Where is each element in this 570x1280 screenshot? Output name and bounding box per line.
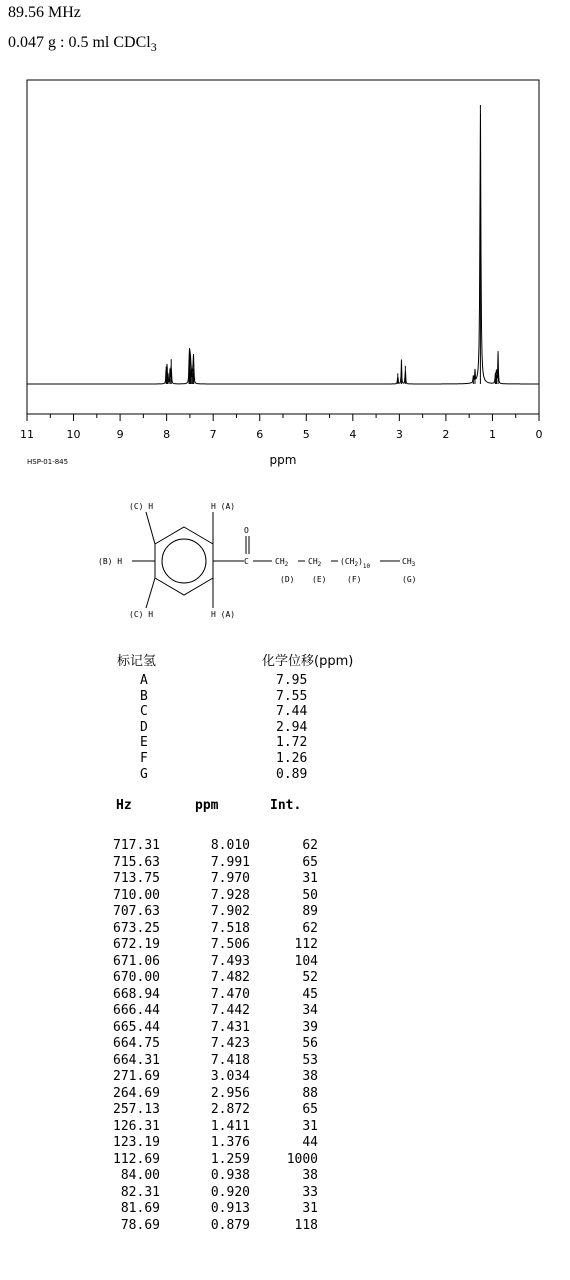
peak-hz: 713.75 [113, 871, 160, 886]
peak-row [0, 1086, 570, 1102]
peak-hz: 78.69 [120, 1217, 160, 1233]
label-pos-e: (E) [312, 575, 327, 584]
ring-hexagon [155, 527, 213, 595]
assignment-label: A [140, 673, 148, 688]
label-oxygen: O [244, 526, 249, 535]
peak-header-int: Int. [270, 798, 302, 813]
peak-hz: 673.25 [113, 920, 160, 936]
bond-ring-hc-bot [146, 578, 155, 608]
x-tick-label: 6 [256, 428, 264, 441]
peak-ppm: 7.518 [210, 920, 250, 936]
peak-ppm: 0.920 [210, 1184, 250, 1200]
peak-int: 112 [294, 937, 318, 952]
peak-ppm: 7.902 [210, 904, 250, 919]
assignment-header-shift: 化学位移(ppm) [262, 654, 354, 669]
peak-ppm: 7.442 [210, 1003, 250, 1018]
peak-hz: 717.31 [113, 838, 160, 853]
peak-row [0, 1102, 570, 1118]
peak-int: 44 [302, 1135, 318, 1150]
label-hb: (B) H [98, 557, 123, 566]
peak-ppm: 7.423 [210, 1036, 250, 1051]
peak-int: 104 [294, 953, 318, 969]
peak-row [0, 970, 570, 986]
x-tick-label: 10 [66, 428, 81, 441]
x-tick-label: 7 [209, 428, 217, 441]
peak-row [0, 937, 570, 953]
peak-int: 34 [302, 1003, 318, 1018]
assignment-shift: 7.55 [276, 688, 308, 704]
assignment-label: B [140, 688, 148, 704]
peak-hz: 668.94 [113, 986, 160, 1002]
assignment-shift: 1.26 [276, 751, 308, 766]
x-tick-label: 11 [20, 428, 34, 441]
benzene-ring [155, 527, 213, 595]
peak-hz: 670.00 [113, 970, 160, 985]
peak-int: 38 [302, 1069, 318, 1084]
peak-int: 31 [302, 1201, 318, 1216]
assignment-header-label: 标记氢 [117, 654, 157, 669]
peak-header-ppm: ppm [195, 798, 219, 813]
assignment-shift: 7.44 [276, 704, 308, 720]
bond-ring-hc-top [146, 512, 155, 544]
peak-hz: 672.19 [113, 937, 160, 952]
peak-row [0, 888, 570, 904]
label-hc-top: (C) H [129, 502, 154, 511]
peak-row [0, 871, 570, 887]
label-ha-bot: H (A) [211, 610, 236, 619]
peak-row [0, 954, 570, 970]
assignment-shift: 0.89 [276, 766, 308, 782]
x-tick-label: 4 [349, 428, 357, 441]
peak-int: 56 [302, 1036, 318, 1051]
peak-hz: 126.31 [113, 1118, 160, 1134]
peak-int: 65 [302, 854, 318, 870]
peak-hz: 664.75 [113, 1036, 160, 1051]
peak-ppm: 7.506 [210, 937, 250, 952]
peak-ppm: 0.938 [210, 1168, 250, 1183]
peak-int: 62 [302, 838, 318, 853]
peak-row [0, 1003, 570, 1019]
assignment-label: E [140, 735, 148, 751]
peak-hz: 123.19 [113, 1135, 160, 1150]
spectrometer-frequency: 89.56 MHz [8, 4, 81, 21]
label-pos-g: (G) [402, 575, 417, 584]
label-carbonyl-carbon: C [244, 557, 249, 566]
assignment-shift: 1.72 [276, 735, 308, 751]
peak-int: 38 [302, 1168, 318, 1183]
x-tick-label: 1 [488, 428, 496, 441]
peak-hz: 112.69 [113, 1151, 160, 1167]
peak-ppm: 8.010 [210, 838, 250, 853]
x-tick-label: 0 [535, 428, 543, 441]
peak-row [0, 1069, 570, 1085]
peak-row [0, 855, 570, 871]
peak-row [0, 1135, 570, 1151]
peak-row [0, 1201, 570, 1217]
peak-hz: 271.69 [113, 1069, 160, 1084]
peak-ppm: 0.913 [210, 1201, 250, 1216]
peak-hz: 81.69 [120, 1201, 160, 1216]
peak-int: 65 [302, 1102, 318, 1117]
peak-row [0, 1020, 570, 1036]
peak-ppm: 7.482 [210, 970, 250, 985]
assignment-label: F [140, 751, 148, 766]
peak-hz: 664.31 [113, 1052, 160, 1068]
peak-row [0, 1119, 570, 1135]
peak-ppm: 0.879 [210, 1217, 250, 1233]
peak-int: 45 [302, 986, 318, 1002]
peak-row [0, 987, 570, 1003]
peak-hz: 671.06 [113, 953, 160, 969]
peak-ppm: 3.034 [210, 1069, 250, 1084]
ring-aromatic-circle [162, 539, 206, 583]
peak-row [0, 838, 570, 854]
sample-subscript: 3 [150, 40, 157, 55]
peak-int: 52 [302, 970, 318, 985]
x-tick-label: 3 [395, 428, 403, 441]
peak-ppm: 7.928 [210, 887, 250, 903]
peak-ppm: 7.493 [210, 953, 250, 969]
peak-int: 31 [302, 1118, 318, 1134]
peak-ppm: 7.470 [210, 986, 250, 1002]
peak-int: 50 [302, 887, 318, 903]
peak-ppm: 7.991 [210, 854, 250, 870]
peak-ppm: 7.431 [210, 1019, 250, 1035]
assignment-label: C [140, 704, 148, 720]
label-ch2-d: $CH_2$ [275, 557, 289, 568]
label-ch2-e: $CH_2$ [308, 557, 322, 568]
peak-int: 1000 [286, 1151, 318, 1167]
spectrum-code: HSP-01-845 [27, 458, 69, 466]
peak-row [0, 904, 570, 920]
peak-row [0, 1218, 570, 1234]
peak-ppm: 7.418 [210, 1052, 250, 1068]
x-axis-label: ppm [269, 453, 297, 467]
peak-ppm: 2.956 [210, 1085, 250, 1101]
peak-ppm: 1.259 [210, 1151, 250, 1167]
peak-table-header [0, 798, 570, 818]
peak-int: 88 [302, 1085, 318, 1101]
assignment-label: G [140, 766, 148, 782]
assignment-shift: 2.94 [276, 719, 308, 735]
peak-row [0, 921, 570, 937]
label-ch2-chain-f: $(CH_2)_{10}$ [340, 557, 371, 570]
peak-int: 53 [302, 1052, 318, 1068]
peak-hz: 82.31 [120, 1184, 160, 1200]
peak-int: 62 [302, 920, 318, 936]
peak-row [0, 1036, 570, 1052]
peak-hz: 257.13 [113, 1102, 160, 1117]
label-ha-top: H (A) [211, 502, 236, 511]
peak-hz: 84.00 [120, 1168, 160, 1183]
peak-ppm: 2.872 [210, 1102, 250, 1117]
peak-row [0, 1152, 570, 1168]
label-ch3-g: $CH_3$ [402, 557, 416, 568]
x-tick-label: 2 [442, 428, 450, 441]
peak-ppm: 1.376 [210, 1135, 250, 1150]
x-tick-label: 9 [116, 428, 124, 441]
peak-row [0, 1168, 570, 1184]
x-tick-label: 5 [302, 428, 310, 441]
peak-int: 31 [302, 871, 318, 886]
peak-int: 89 [302, 904, 318, 919]
assignment-label: D [140, 719, 148, 735]
label-pos-f: (F) [347, 575, 362, 584]
peak-ppm: 7.970 [210, 871, 250, 886]
label-pos-d: (D) [280, 575, 295, 584]
peak-hz: 710.00 [113, 887, 160, 903]
label-hc-bot: (C) H [129, 610, 154, 619]
peak-row [0, 1185, 570, 1201]
peak-hz: 665.44 [113, 1019, 160, 1035]
peak-row [0, 1053, 570, 1069]
peak-hz: 715.63 [113, 854, 160, 870]
peak-header-hz: Hz [116, 798, 132, 813]
peak-hz: 707.63 [113, 904, 160, 919]
sample-text: 0.047 g : 0.5 ml CDCl [8, 34, 151, 51]
peak-hz: 264.69 [113, 1085, 160, 1101]
peak-int: 39 [302, 1019, 318, 1035]
peak-int: 118 [294, 1217, 318, 1233]
peak-int: 33 [302, 1184, 318, 1200]
x-tick-label: 8 [163, 428, 171, 441]
assignment-shift: 7.95 [276, 673, 308, 688]
peak-ppm: 1.411 [210, 1118, 250, 1134]
peak-hz: 666.44 [113, 1003, 160, 1018]
